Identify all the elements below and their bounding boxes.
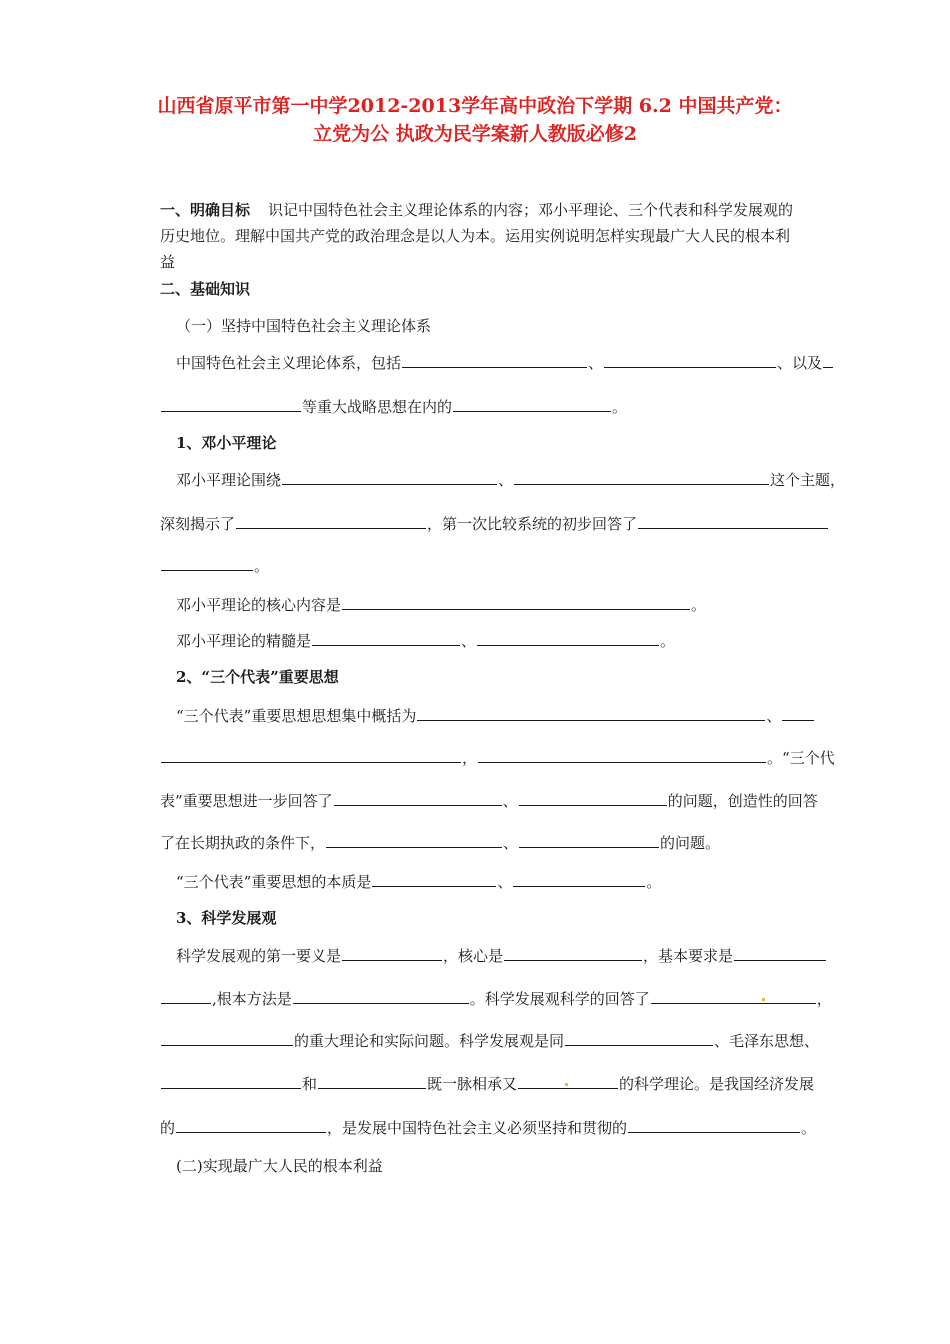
blank-field[interactable] [782,705,814,721]
theory-system-text: 中国特色社会主义理论体系，包括 [176,354,402,372]
sci-text: 和 [302,1075,318,1093]
sci-text: 既一脉相承又 [427,1075,518,1093]
blank-field[interactable] [628,1117,800,1133]
blank-field[interactable] [417,705,765,721]
blank-field[interactable] [402,352,587,368]
separator: 、 [461,632,477,650]
three-text: 的问题。 [660,834,721,852]
blank-field[interactable] [823,352,833,368]
objectives-line-1 [160,200,793,220]
basics-subheading-1: （一）坚持中国特色社会主义理论体系 [176,317,432,335]
basics-heading: 二、基础知识 [160,280,251,298]
three-line-1 [176,705,815,726]
three-line-3 [160,790,818,811]
blank-field[interactable] [326,832,502,848]
blank-field[interactable] [565,1030,713,1046]
three-text: 的问题，创造性的回答 [667,792,818,810]
blank-field[interactable] [236,513,426,529]
blank-field[interactable] [519,832,659,848]
separator: 、 [498,471,514,489]
deng-text: 深刻揭示了 [160,515,236,533]
blank-field[interactable] [161,747,461,763]
three-line-2 [160,747,835,768]
period: 。 [612,398,628,416]
theory-system-text: 、以及 [777,354,823,372]
blank-field[interactable] [604,352,776,368]
blank-field[interactable] [504,945,642,961]
blank-field[interactable] [293,988,469,1004]
document-title-line-1: 山西省原平市第一中学2012-2013学年高中政治下学期 6.2 中国共产党： [157,95,793,117]
blank-field[interactable] [453,396,611,412]
orange-dot-mark [762,998,765,1001]
separator: 、 [502,792,518,810]
blank-field[interactable] [734,945,826,961]
deng-essence-text: 邓小平理论的精髓是 [176,632,312,650]
deng-text: 邓小平理论围绕 [176,471,282,489]
blank-field[interactable] [161,1073,301,1089]
deng-core-line [176,594,706,615]
blank-field[interactable] [518,1073,618,1089]
blank-field[interactable] [161,988,211,1004]
sci-line-2 [160,988,832,1009]
orange-dot-mark [565,1083,568,1086]
period: 。 [646,873,662,891]
deng-text: ，第一次比较系统的初步回答了 [427,515,638,533]
blank-field[interactable] [372,871,496,887]
theory-system-line-1 [176,352,834,373]
period: 。 [691,596,707,614]
sci-text: ,根本方法是 [212,990,292,1008]
period: 。 [254,557,270,575]
deng-line-1 [176,469,845,490]
three-text: “三个代表”重要思想思想集中概括为 [176,707,417,725]
theory-system-text: 等重大战略思想在内的 [302,398,453,416]
separator: ， [462,749,478,767]
blank-field[interactable] [161,396,301,412]
sci-text: 科学发展观的第一要义是 [176,947,342,965]
blank-field[interactable] [513,871,645,887]
sci-text: 的 [160,1119,176,1137]
objectives-text-3: 益 [160,253,176,271]
blank-field[interactable] [342,594,690,610]
blank-field[interactable] [519,790,667,806]
basics-subheading-2: (二)实现最广大人民的根本利益 [176,1157,383,1175]
blank-field[interactable] [161,1030,293,1046]
three-line-4 [160,832,720,853]
sci-line-1 [176,945,827,966]
sci-text: ，基本要求是 [643,947,734,965]
blank-field[interactable] [318,1073,426,1089]
sci-text: 。科学发展观科学的回答了 [469,990,650,1008]
sci-line-5 [160,1117,816,1138]
sci-text: ， [816,990,832,1008]
deng-line-3 [160,555,269,576]
document-title-line-2: 立党为公 执政为民学案新人教版必修2 [313,123,637,145]
period: 。 [767,749,783,767]
blank-field[interactable] [334,790,502,806]
deng-core-text: 邓小平理论的核心内容是 [176,596,342,614]
sci-text: 的科学理论。是我国经济发展 [619,1075,815,1093]
three-text: “三个代 [782,749,835,767]
blank-field[interactable] [638,513,828,529]
period: 。 [660,632,676,650]
separator: 、 [503,834,519,852]
blank-field[interactable] [477,630,659,646]
three-text: 表”重要思想进一步回答了 [160,792,333,810]
three-essence-text: “三个代表”重要思想的本质是 [176,873,372,891]
sci-text: ，核心是 [443,947,504,965]
three-text: 了在长期执政的条件下， [160,834,326,852]
deng-text: 这个主题， [770,471,846,489]
blank-field[interactable] [282,469,497,485]
sci-line-4 [160,1073,814,1094]
blank-field[interactable] [312,630,460,646]
separator: 、 [766,707,782,725]
deng-line-2 [160,513,829,534]
separator: 、 [588,354,604,372]
objectives-text-1: 识记中国特色社会主义理论体系的内容；邓小平理论、三个代表和科学发展观的 [268,201,794,219]
sci-text: ，是发展中国特色社会主义必须坚持和贯彻的 [327,1119,628,1137]
three-represents-heading: 2、“三个代表”重要思想 [176,668,339,686]
objectives-heading: 一、明确目标 [160,201,251,219]
sci-text: 、毛泽东思想、 [714,1032,820,1050]
blank-field[interactable] [514,469,769,485]
blank-field[interactable] [651,988,816,1004]
blank-field[interactable] [478,747,766,763]
three-essence-line [176,871,661,892]
blank-field[interactable] [161,555,253,571]
sci-line-3 [160,1030,819,1051]
objectives-text-2: 历史地位。理解中国共产党的政治理念是以人为本。运用实例说明怎样实现最广大人民的根本利 [160,227,791,245]
sci-heading: 3、科学发展观 [176,909,277,927]
blank-field[interactable] [176,1117,326,1133]
deng-heading: 1、邓小平理论 [176,434,277,452]
blank-field[interactable] [342,945,442,961]
separator: 、 [497,873,513,891]
sci-text: 的重大理论和实际问题。科学发展观是同 [294,1032,565,1050]
deng-essence-line [176,630,675,651]
period: 。 [801,1119,817,1137]
theory-system-line-2 [160,396,627,417]
